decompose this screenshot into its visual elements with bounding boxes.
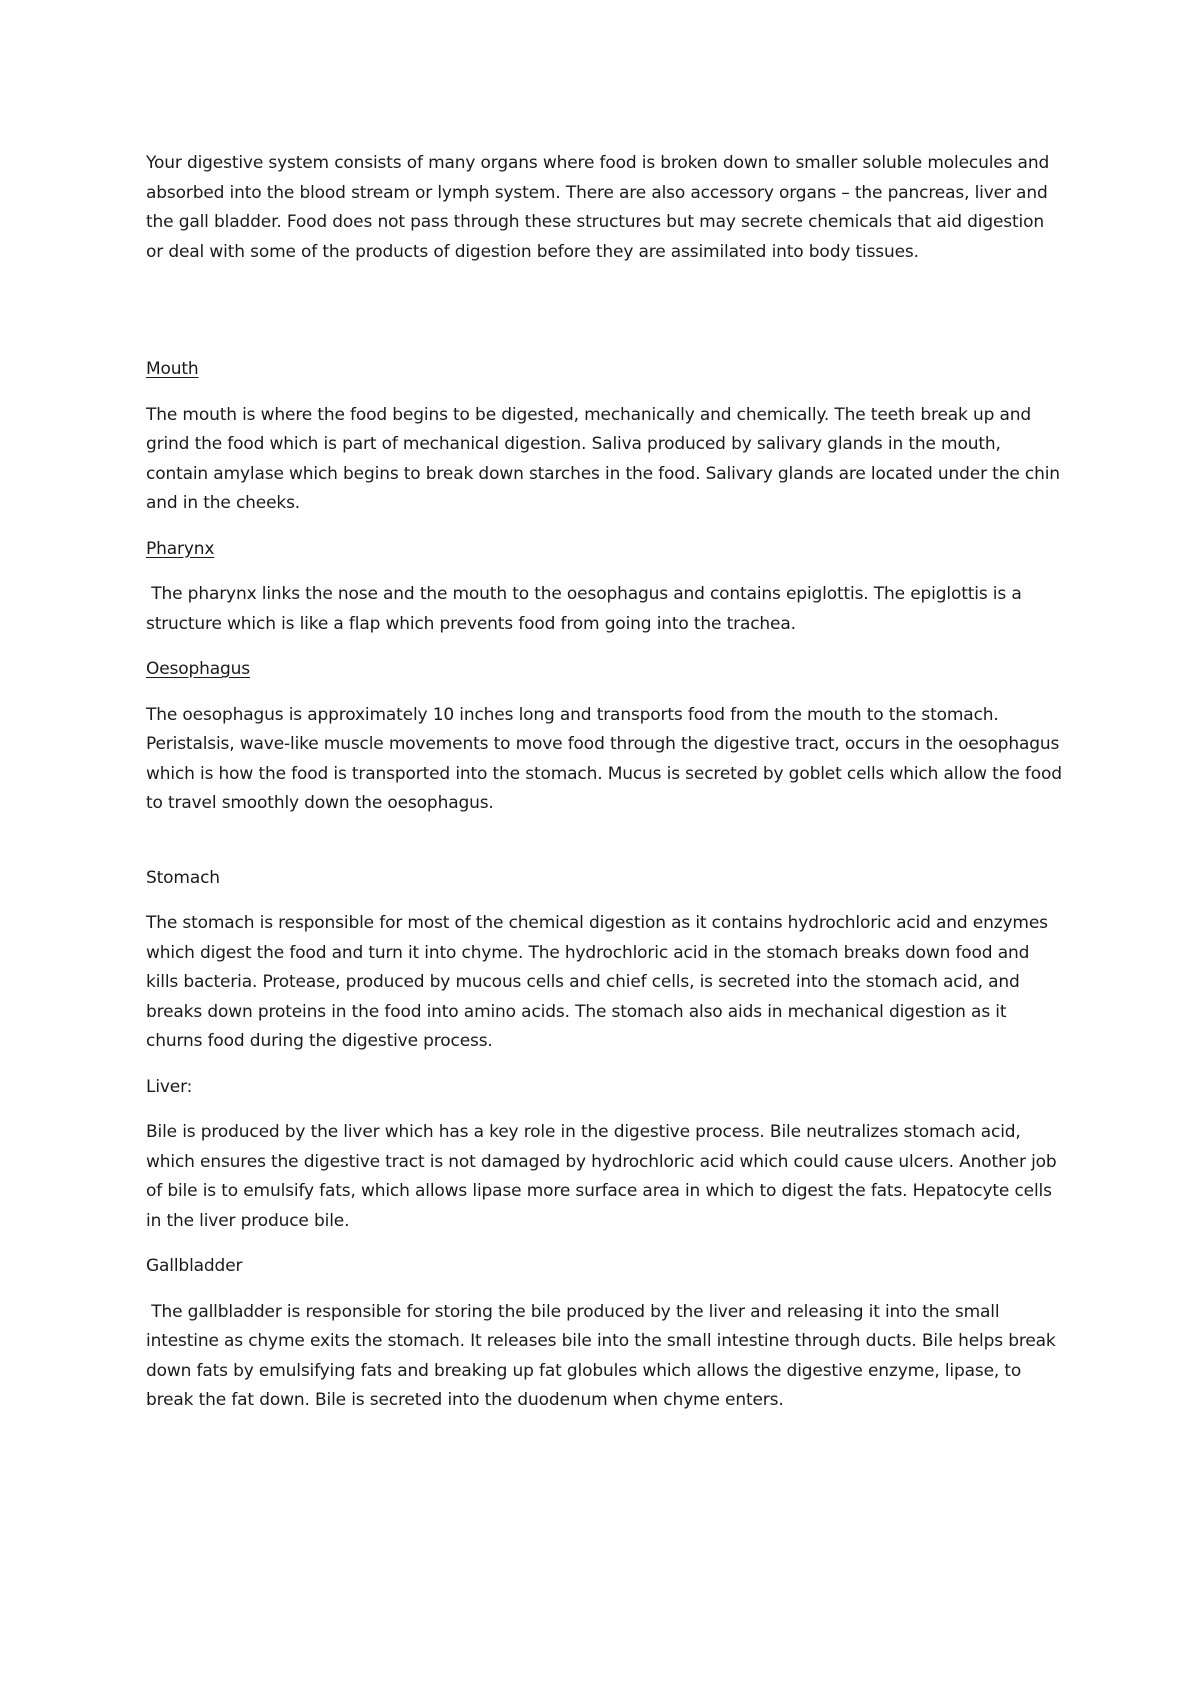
heading-oesophagus-text: Oesophagus (146, 659, 251, 679)
paragraph-pharynx-text: The pharynx links the nose and the mouth to the oesophagus and contains epiglottis. The epiglottis is a structure which is like a flap which prevents food from going into the trachea. (146, 584, 1022, 634)
paragraph-gallbladder-text: The gallbladder is responsible for storing the bile produced by the liver and releasing it into the small intestine as chyme exits the stomach. It releases bile into the small intestine through ducts. Bile helps break down fats by emulsifying fats and breaking up fat globules which allows the digestive enzyme, lipase, to break the fat down. Bile is secreted into the duodenum when chyme enters. (146, 1301, 1056, 1410)
paragraph-oesophagus: The oesophagus is approximately 10 inches long and transports food from the mouth to the stomach. Peristalsis, wave-like muscle movements to move food through the digestive tract, occurs in the oesophagus which is how the food is transported into the stomach. Mucus is secreted by goblet cells which allow the food to travel smoothly down the oesophagus. (146, 704, 1062, 813)
paragraph-liver: Bile is produced by the liver which has a key role in the digestive process. Bile neutralizes stomach acid, which ensures the digestive tract is not damaged by hydrochloric acid which could cause ulcers. Another job of bile is to emulsify fats, which allows lipase more surface area in which to digest the fats. Hepatocyte cells in the liver produce bile. (146, 1122, 1057, 1231)
heading-gallbladder: Gallbladder (146, 1256, 243, 1276)
spacer (146, 819, 1066, 864)
intro-paragraph: Your digestive system consists of many organs where food is broken down to smaller soluble molecules and absorbed into the blood stream or lymph system. There are also accessory organs – the pancreas, liver and the gall bladder. Food does not pass through these structures but may secrete chemicals that aid digestion or deal with some of the products of digestion before they are assimilated into body tissues. (146, 153, 1050, 262)
paragraph-pharynx (146, 580, 1066, 639)
heading-stomach: Stomach (146, 867, 220, 888)
heading-mouth-text: Mouth (146, 359, 199, 379)
paragraph-mouth: The mouth is where the food begins to be digested, mechanically and chemically. The teeth break up and grind the food which is part of mechanical digestion. Saliva produced by salivary glands in the mouth, contain amylase which begins to break down starches in the food. Salivary glands are located under the chin and in the cheeks. (146, 404, 1060, 513)
heading-pharynx-text: Pharynx (146, 538, 215, 559)
paragraph-gallbladder (146, 1298, 1066, 1416)
heading-liver: Liver: (146, 1076, 193, 1097)
document-body (146, 149, 1066, 1416)
paragraph-stomach: The stomach is responsible for most of the chemical digestion as it contains hydrochloric acid and enzymes which digest the food and turn it into chyme. The hydrochloric acid in the stomach breaks down food and kills bacteria. Protease, produced by mucous cells and chief cells, is secreted into the stomach acid, and breaks down proteins in the food into amino acids. The stomach also aids in mechanical digestion as it churns food during the digestive process. (146, 913, 1048, 1051)
heading-mouth (146, 355, 1066, 385)
heading-pharynx (146, 535, 1066, 565)
heading-oesophagus (146, 655, 1066, 685)
spacer (146, 267, 1066, 355)
